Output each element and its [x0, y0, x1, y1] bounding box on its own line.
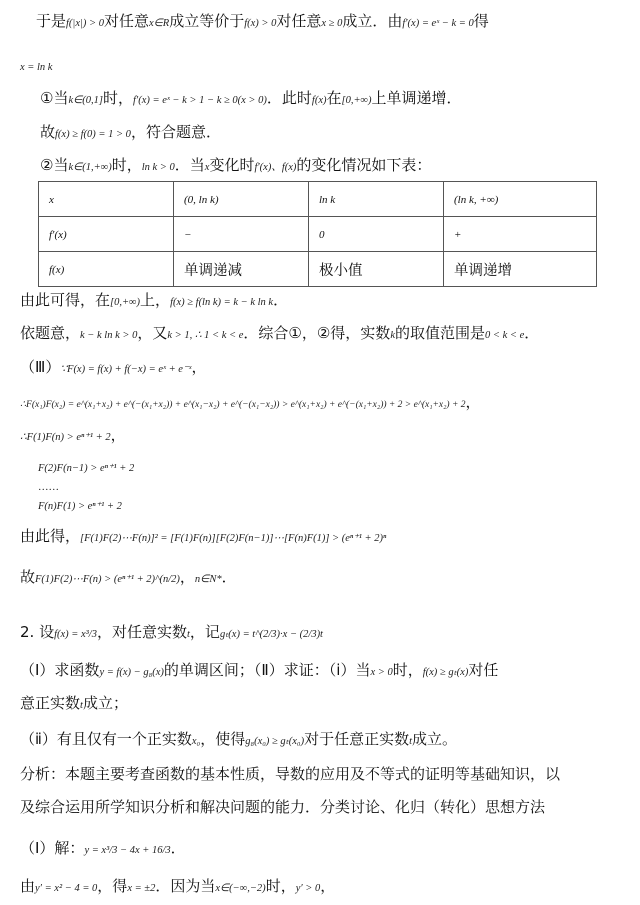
line-10: ∴F(1)F(n) > eⁿ⁺¹ + 2， — [20, 426, 126, 444]
line-2: x = ln k — [20, 62, 53, 73]
table-cell: ln k — [319, 194, 336, 206]
table-cell: 单调递减 — [184, 262, 242, 279]
table-cell: (0, ln k) — [184, 194, 219, 206]
line-14: 由此得，[F(1)F(2)⋯F(n)]² = [F(1)F(n)][F(2)F(n−1)]⋯[F(n)F(1)] > (eⁿ⁺¹ + 2)ⁿ — [20, 527, 387, 545]
table-cell: x — [49, 194, 54, 206]
line-5: ②当k∈(1,+∞)时，ln k > 0．当x变化时f′(x)、f(x)的变化情况如下表： — [40, 156, 432, 174]
table-cell: 0 — [319, 229, 325, 241]
line-12: …… — [38, 482, 59, 493]
line-22: （Ⅰ）解：y = x³/3 − 4x + 16/3． — [20, 839, 186, 857]
table-cell: 极小值 — [319, 262, 363, 279]
table-cell: 单调递增 — [454, 262, 512, 279]
line-21: 及综合运用所学知识分析和解决问题的能力．分类讨论、化归（转化）思想方法 — [20, 798, 546, 816]
line-17: （Ⅰ）求函数y = f(x) − g₈(x)的单调区间；（Ⅱ）求证：（ⅰ）当x > 0时，f(x) ≥ gₜ(x)对任 — [20, 661, 499, 679]
table-row — [39, 252, 597, 287]
table-cell: (ln k, +∞) — [454, 194, 499, 206]
line-20: 分析：本题主要考查函数的基本性质，导数的应用及不等式的证明等基础知识，以 — [20, 765, 561, 783]
line-9: ∴F(x₁)F(x₂) = e^(x₁+x₂) + e^(−(x₁+x₂)) + e^(x₁−x₂) + e^(−(x₁−x₂)) > e^(x₁+x₂) + e^(−(x₁+x₂)) + 2 > e^(x₁+x₂) + 2， — [20, 393, 481, 411]
table-cell: − — [184, 229, 192, 241]
table-cell: + — [454, 229, 462, 241]
line-8: （Ⅲ）∵F(x) = f(x) + f(−x) = eˣ + e⁻ˣ， — [20, 358, 207, 376]
line-3: ①当k∈(0,1]时，f′(x) = eˣ − k > 1 − k ≥ 0(x > 0)．此时f(x)在[0,+∞)上单调递增． — [40, 89, 462, 107]
variation-table — [38, 181, 597, 287]
table-cell: f(x) — [49, 264, 65, 276]
line-15: 故F(1)F(2)⋯F(n) > (eⁿ⁺¹ + 2)^(n/2)，n∈N*． — [20, 568, 237, 586]
line-19: （ⅱ）有且仅有一个正实数x₀，使得g₈(x₀) ≥ gₜ(x₀)对于任意正实数t成立。 — [20, 730, 458, 748]
table-row — [39, 217, 597, 252]
line-7: 依题意，k − k ln k > 0，又k > 1, ∴ 1 < k < e．综合①，②得，实数k的取值范围是0 < k < e． — [20, 324, 540, 342]
line-18: 意正实数t成立； — [20, 694, 128, 712]
line-13: F(n)F(1) > eⁿ⁺¹ + 2 — [38, 501, 122, 512]
table-row — [39, 182, 597, 217]
table-cell: f′(x) — [49, 229, 67, 241]
line-4: 故f(x) ≥ f(0) = 1 > 0，符合题意． — [40, 123, 221, 141]
line-6: 由此可得，在[0,+∞)上，f(x) ≥ f(ln k) = k − k ln k． — [20, 291, 289, 309]
line-16: 2. 设f(x) = x³/3，对任意实数t，记gₜ(x) = t^(2/3)·x − (2/3)t — [20, 623, 323, 641]
line-1: 于是f(|x|) > 0对任意x∈R成立等价于f(x) > 0对任意x ≥ 0成立．由f′(x) = eˣ − k = 0得 — [36, 12, 489, 30]
line-23: 由y′ = x² − 4 = 0，得x = ±2．因为当x∈(−∞,−2)时，y′ > 0， — [20, 877, 336, 895]
line-11: F(2)F(n−1) > eⁿ⁺¹ + 2 — [38, 463, 135, 474]
